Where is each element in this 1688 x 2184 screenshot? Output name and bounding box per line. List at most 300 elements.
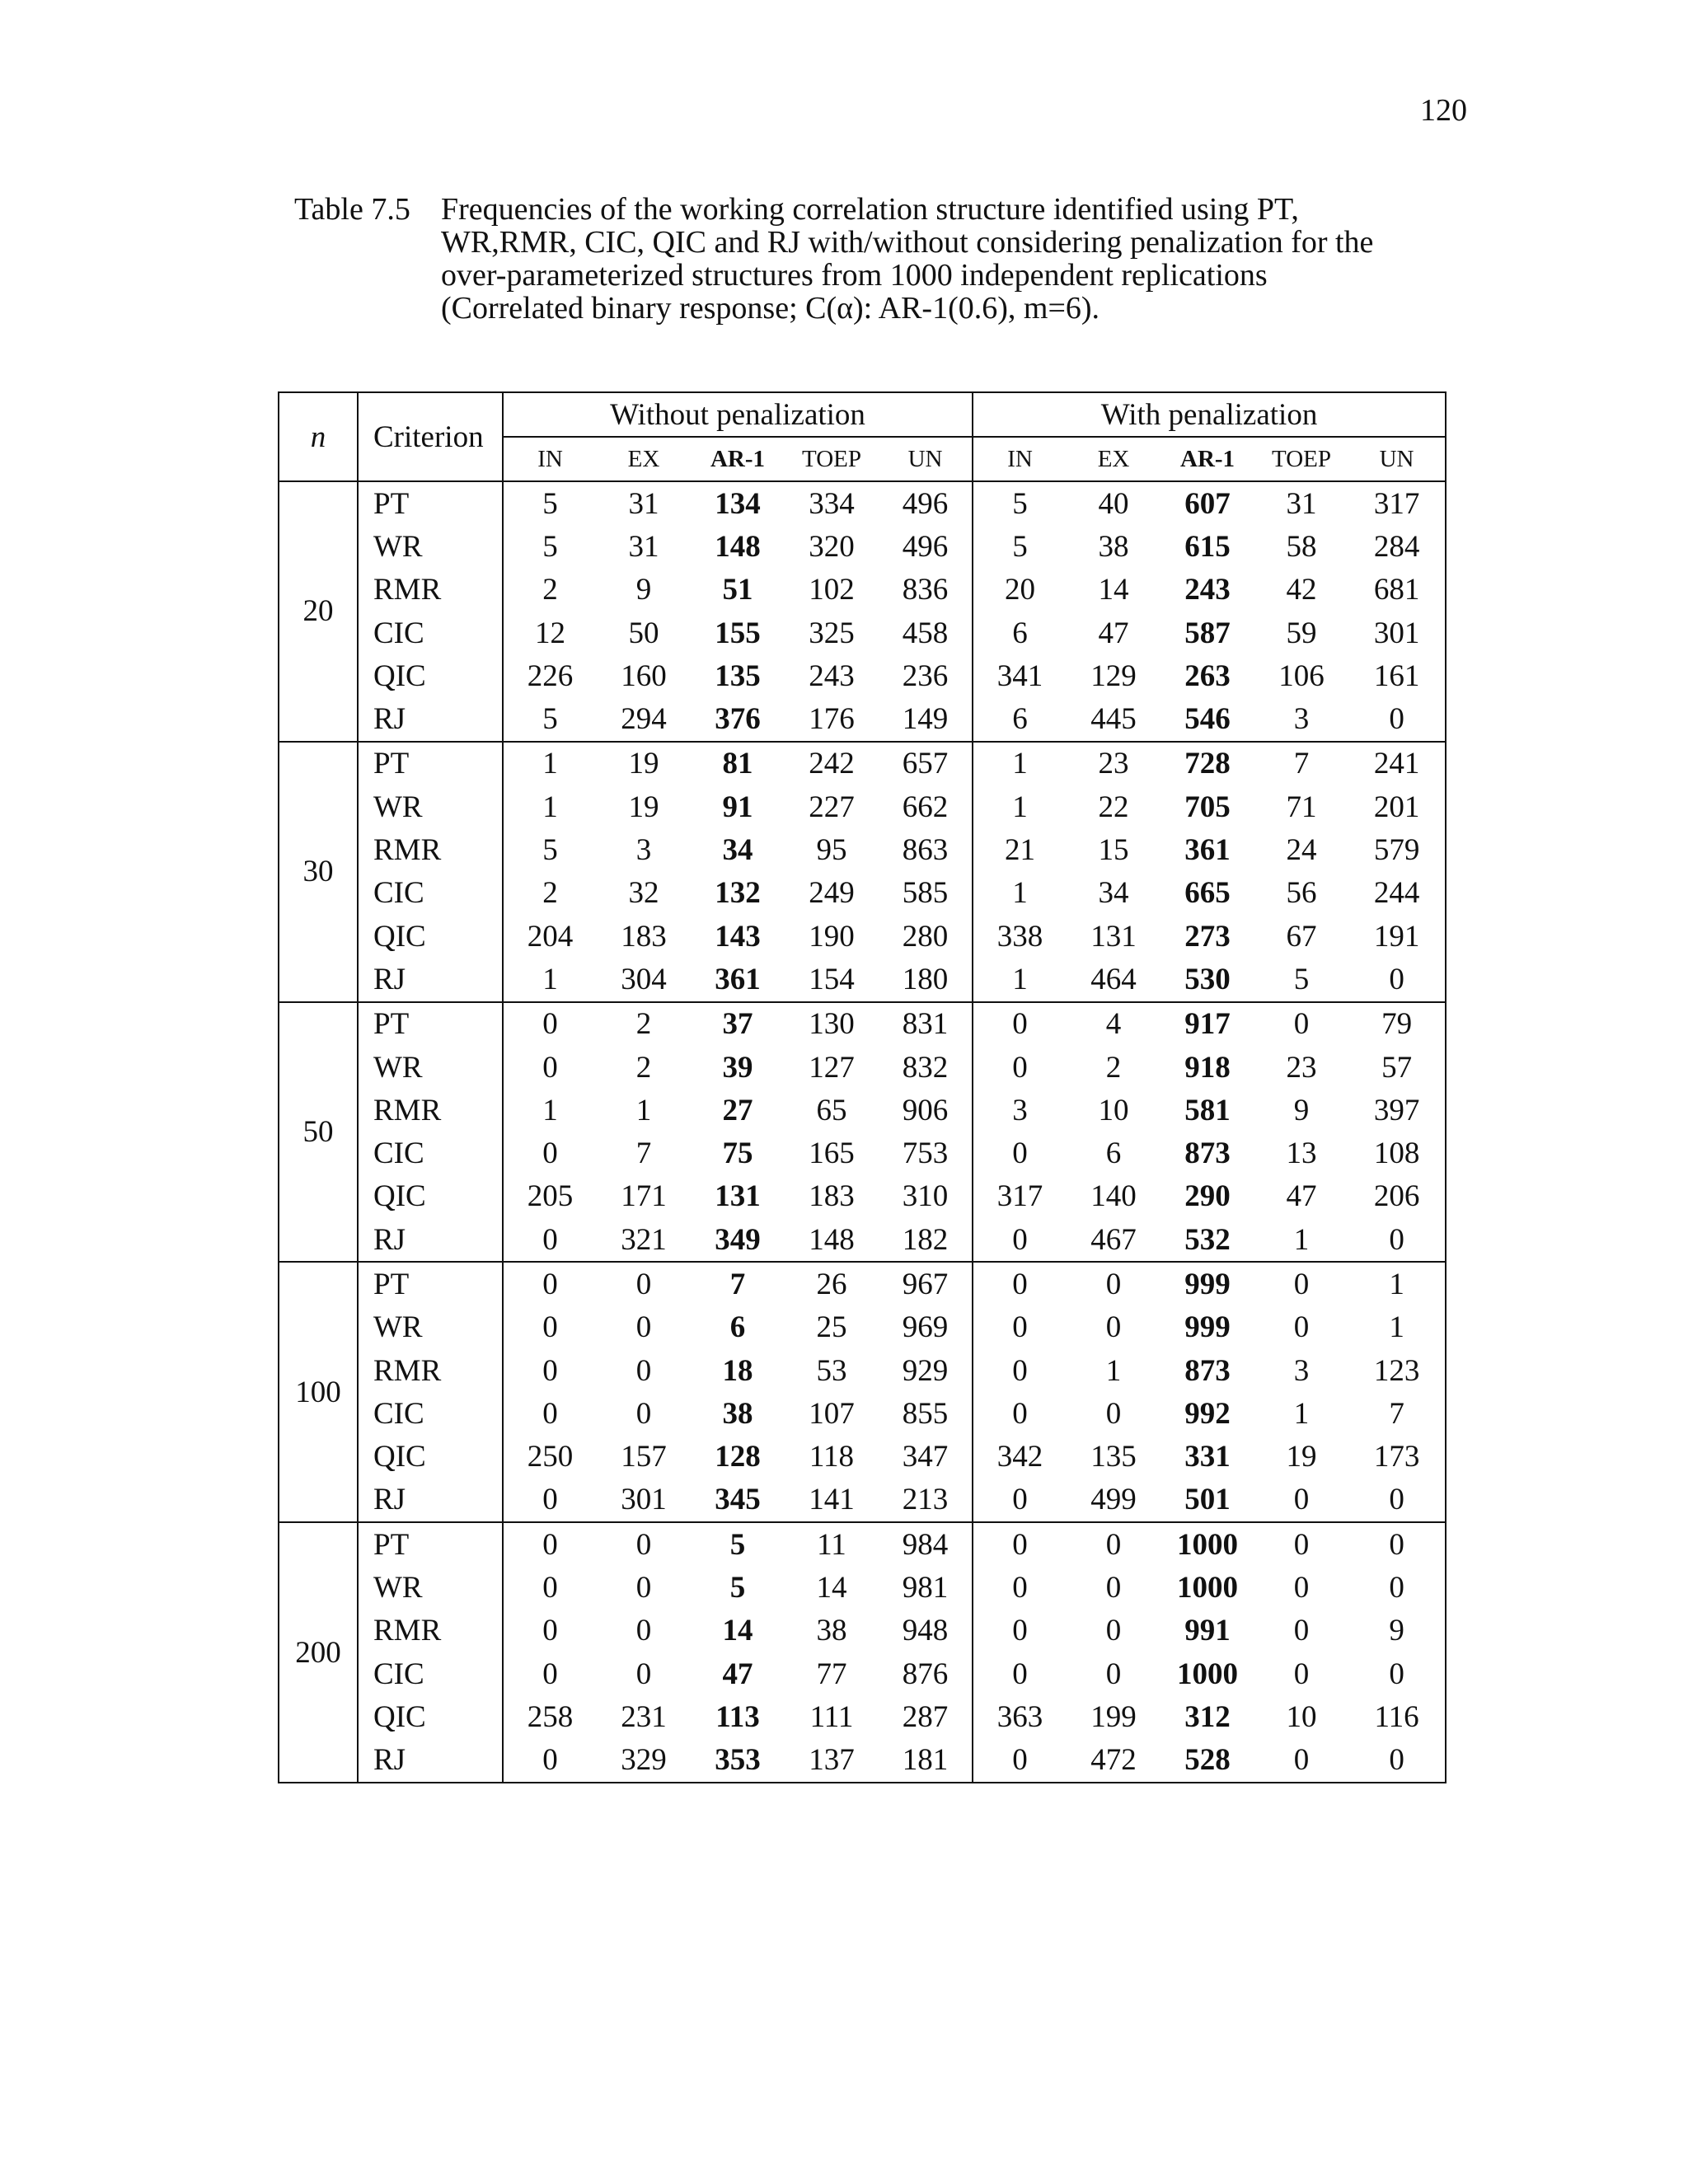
value-cell: 0: [973, 1739, 1067, 1783]
value-cell: 14: [816, 1571, 847, 1605]
value-cell: 991: [1184, 1614, 1231, 1648]
table-row: [279, 915, 1446, 958]
value-cell: 242: [809, 747, 855, 781]
value-cell: 317: [1348, 481, 1446, 525]
value-cell: 496: [879, 481, 973, 525]
value-cell: 5: [542, 486, 558, 521]
value-cell: 0: [635, 1527, 652, 1562]
structure-header: EX: [1067, 437, 1160, 481]
value-cell: 1: [542, 790, 558, 824]
value-cell: 2: [1105, 1050, 1122, 1085]
criterion-cell: RJ: [358, 958, 503, 1001]
value-cell: 183: [809, 1179, 855, 1214]
value-cell: 6: [1105, 1137, 1122, 1171]
value-cell: 301: [1348, 612, 1446, 654]
table-row: [279, 1566, 1446, 1609]
criterion-cell: WR: [358, 1046, 503, 1089]
caption-label: Table 7.5: [294, 192, 410, 227]
value-cell: 81: [722, 747, 753, 781]
value-cell: 205: [527, 1179, 574, 1214]
value-cell: 53: [816, 1353, 847, 1388]
value-cell: 310: [879, 1175, 973, 1218]
value-cell: 836: [879, 569, 973, 612]
value-cell: 280: [879, 915, 973, 958]
value-cell: 665: [1184, 876, 1231, 911]
sample-size-cell: 50: [279, 1002, 358, 1263]
value-cell: 607: [1184, 486, 1231, 521]
value-cell: 496: [879, 525, 973, 568]
value-cell: 3: [635, 833, 652, 868]
value-cell: 579: [1348, 828, 1446, 871]
value-cell: 2: [635, 1050, 652, 1085]
value-cell: 325: [809, 616, 855, 650]
table-caption: [294, 193, 1448, 325]
value-cell: 1: [1105, 1353, 1122, 1388]
value-cell: 27: [722, 1093, 753, 1127]
criterion-cell: QIC: [358, 915, 503, 958]
frequency-table: [278, 391, 1447, 1783]
value-cell: 361: [1184, 833, 1231, 868]
structure-header: UN: [879, 437, 973, 481]
criterion-cell: CIC: [358, 1652, 503, 1695]
value-cell: 10: [1286, 1699, 1317, 1734]
value-cell: 0: [973, 1479, 1067, 1522]
table-row: [279, 958, 1446, 1001]
value-cell: 0: [1105, 1396, 1122, 1431]
value-cell: 0: [1012, 1007, 1028, 1042]
value-cell: 0: [1254, 1739, 1348, 1783]
structure-header: TOEP: [1254, 437, 1348, 481]
value-cell: 21: [1005, 833, 1036, 868]
value-cell: 0: [503, 1479, 597, 1522]
value-cell: 0: [1012, 1353, 1028, 1388]
criterion-cell: CIC: [358, 1392, 503, 1435]
value-cell: 831: [879, 1002, 973, 1046]
value-cell: 615: [1184, 529, 1231, 564]
page-number: 120: [1420, 93, 1467, 128]
value-cell: 458: [879, 612, 973, 654]
value-cell: 0: [1348, 1479, 1446, 1522]
value-cell: 1000: [1177, 1527, 1239, 1562]
value-cell: 1: [1012, 747, 1028, 781]
value-cell: 47: [722, 1657, 753, 1691]
value-cell: 176: [785, 697, 879, 741]
criterion-cell: PT: [358, 1522, 503, 1566]
criterion-cell: RMR: [358, 1610, 503, 1652]
value-cell: 1: [635, 1093, 652, 1127]
caption-text: [441, 193, 1448, 325]
value-cell: 32: [628, 876, 659, 911]
structure-header: AR-1: [1160, 437, 1254, 481]
value-cell: 6: [1012, 616, 1028, 650]
value-cell: 1: [542, 747, 558, 781]
value-cell: 106: [1278, 658, 1325, 693]
value-cell: 546: [1160, 697, 1254, 741]
value-cell: 113: [715, 1699, 760, 1734]
value-cell: 0: [1012, 1657, 1028, 1691]
value-cell: 231: [621, 1699, 667, 1734]
value-cell: 0: [1012, 1396, 1028, 1431]
value-cell: 1: [503, 958, 597, 1001]
value-cell: 0: [1293, 1310, 1310, 1345]
value-cell: 0: [973, 1218, 1067, 1262]
value-cell: 171: [621, 1179, 667, 1214]
caption-line: Frequencies of the working correlation structure identified using PT,: [441, 192, 1299, 227]
value-cell: 91: [722, 790, 753, 824]
table-row: [279, 1218, 1446, 1262]
structure-header: IN: [973, 437, 1067, 481]
value-cell: 0: [542, 1527, 558, 1562]
value-cell: 363: [996, 1699, 1043, 1734]
value-cell: 0: [542, 1310, 558, 1345]
value-cell: 67: [1286, 919, 1317, 954]
value-cell: 5: [729, 1527, 746, 1562]
value-cell: 681: [1348, 569, 1446, 612]
value-cell: 135: [715, 658, 761, 693]
value-cell: 201: [1348, 785, 1446, 828]
table-row: [279, 872, 1446, 915]
table-row: [279, 1652, 1446, 1695]
value-cell: 284: [1348, 525, 1446, 568]
value-cell: 7: [1348, 1392, 1446, 1435]
value-cell: 501: [1160, 1479, 1254, 1522]
value-cell: 243: [1184, 573, 1231, 607]
table-row: [279, 1392, 1446, 1435]
value-cell: 148: [715, 529, 761, 564]
value-cell: 243: [809, 658, 855, 693]
value-cell: 1: [1012, 876, 1028, 911]
sample-size-cell: 100: [279, 1262, 358, 1522]
value-cell: 20: [1005, 573, 1036, 607]
value-cell: 14: [722, 1614, 753, 1648]
criterion-cell: RMR: [358, 1349, 503, 1392]
value-cell: 0: [542, 1657, 558, 1691]
table-row: [279, 1262, 1446, 1305]
value-cell: 102: [809, 573, 855, 607]
value-cell: 273: [1184, 919, 1231, 954]
value-cell: 12: [535, 616, 565, 650]
value-cell: 1: [1348, 1262, 1446, 1305]
table-row: [279, 742, 1446, 785]
value-cell: 918: [1184, 1050, 1231, 1085]
value-cell: 226: [527, 658, 574, 693]
structure-header: TOEP: [785, 437, 879, 481]
value-cell: 753: [879, 1132, 973, 1174]
value-cell: 40: [1098, 486, 1129, 521]
value-cell: 0: [1293, 1657, 1310, 1691]
value-cell: 6: [973, 697, 1067, 741]
value-cell: 0: [1348, 1218, 1446, 1262]
value-cell: 0: [635, 1310, 652, 1345]
sample-size-cell: 30: [279, 742, 358, 1002]
value-cell: 148: [785, 1218, 879, 1262]
table-row: [279, 1522, 1446, 1566]
value-cell: 128: [715, 1440, 761, 1474]
table-row: [279, 1002, 1446, 1046]
value-cell: 0: [1348, 1739, 1446, 1783]
value-cell: 107: [809, 1396, 855, 1431]
value-cell: 317: [996, 1179, 1043, 1214]
table-row: [279, 1175, 1446, 1218]
criterion-cell: RMR: [358, 828, 503, 871]
criterion-cell: RJ: [358, 1218, 503, 1262]
value-cell: 199: [1090, 1699, 1137, 1734]
value-cell: 728: [1184, 747, 1231, 781]
value-cell: 25: [816, 1310, 847, 1345]
value-cell: 71: [1286, 790, 1317, 824]
value-cell: 587: [1184, 616, 1231, 650]
value-cell: 23: [1286, 1050, 1317, 1085]
value-cell: 181: [879, 1739, 973, 1783]
value-cell: 863: [879, 828, 973, 871]
value-cell: 0: [1348, 697, 1446, 741]
structure-header: IN: [503, 437, 597, 481]
criterion-cell: PT: [358, 742, 503, 785]
value-cell: 31: [628, 529, 659, 564]
value-cell: 38: [1098, 529, 1129, 564]
value-cell: 331: [1184, 1440, 1231, 1474]
value-cell: 0: [1348, 1522, 1446, 1566]
value-cell: 981: [879, 1566, 973, 1609]
value-cell: 14: [1098, 573, 1129, 607]
value-cell: 0: [1012, 1527, 1028, 1562]
table-row: [279, 1436, 1446, 1479]
value-cell: 361: [691, 958, 785, 1001]
value-cell: 397: [1348, 1089, 1446, 1132]
value-cell: 329: [597, 1739, 691, 1783]
value-cell: 347: [879, 1436, 973, 1479]
value-cell: 244: [1348, 872, 1446, 915]
criterion-cell: CIC: [358, 872, 503, 915]
value-cell: 294: [597, 697, 691, 741]
sample-size-cell: 20: [279, 481, 358, 742]
value-cell: 130: [809, 1007, 855, 1042]
table-row: [279, 1739, 1446, 1783]
value-cell: 581: [1184, 1093, 1231, 1127]
value-cell: 127: [809, 1050, 855, 1085]
value-cell: 906: [879, 1089, 973, 1132]
value-cell: 338: [996, 919, 1043, 954]
value-cell: 50: [628, 616, 659, 650]
value-cell: 532: [1160, 1218, 1254, 1262]
value-cell: 341: [996, 658, 1043, 693]
value-cell: 34: [722, 833, 753, 868]
criterion-cell: WR: [358, 525, 503, 568]
sample-size-cell: 200: [279, 1522, 358, 1783]
value-cell: 160: [621, 658, 667, 693]
criterion-cell: PT: [358, 1262, 503, 1305]
value-cell: 241: [1348, 742, 1446, 785]
criterion-cell: QIC: [358, 1175, 503, 1218]
structure-header: EX: [597, 437, 691, 481]
value-cell: 227: [809, 790, 855, 824]
value-cell: 204: [527, 919, 574, 954]
criterion-cell: WR: [358, 1566, 503, 1609]
criterion-cell: RJ: [358, 697, 503, 741]
value-cell: 832: [879, 1046, 973, 1089]
criterion-cell: CIC: [358, 612, 503, 654]
value-cell: 42: [1286, 573, 1317, 607]
value-cell: 0: [635, 1353, 652, 1388]
value-cell: 26: [816, 1267, 847, 1301]
value-cell: 11: [817, 1527, 846, 1562]
table-row: [279, 1046, 1446, 1089]
table-row: [279, 569, 1446, 612]
value-cell: 141: [785, 1479, 879, 1522]
criterion-cell: QIC: [358, 1436, 503, 1479]
table-row: [279, 697, 1446, 741]
value-cell: 37: [722, 1007, 753, 1042]
table-row: [279, 612, 1446, 654]
value-cell: 19: [628, 790, 659, 824]
criterion-cell: WR: [358, 785, 503, 828]
value-cell: 349: [691, 1218, 785, 1262]
value-cell: 334: [809, 486, 855, 521]
value-cell: 0: [503, 1739, 597, 1783]
value-cell: 992: [1184, 1396, 1231, 1431]
table-row: [279, 1089, 1446, 1132]
value-cell: 183: [621, 919, 667, 954]
value-cell: 0: [542, 1614, 558, 1648]
without-penalization-header: Without penalization: [503, 392, 973, 437]
value-cell: 0: [1348, 958, 1446, 1001]
value-cell: 657: [879, 742, 973, 785]
value-cell: 7: [729, 1267, 746, 1301]
value-cell: 1: [973, 958, 1067, 1001]
value-cell: 472: [1067, 1739, 1160, 1783]
value-cell: 9: [635, 573, 652, 607]
value-cell: 0: [1293, 1007, 1310, 1042]
value-cell: 9: [1293, 1093, 1310, 1127]
value-cell: 47: [1098, 616, 1129, 650]
value-cell: 0: [1293, 1614, 1310, 1648]
value-cell: 0: [1012, 1571, 1028, 1605]
value-cell: 662: [879, 785, 973, 828]
value-cell: 948: [879, 1610, 973, 1652]
value-cell: 47: [1286, 1179, 1317, 1214]
value-cell: 0: [542, 1267, 558, 1301]
value-cell: 0: [635, 1657, 652, 1691]
value-cell: 0: [1012, 1137, 1028, 1171]
value-cell: 304: [597, 958, 691, 1001]
value-cell: 180: [879, 958, 973, 1001]
value-cell: 0: [503, 1218, 597, 1262]
value-cell: 0: [1105, 1571, 1122, 1605]
value-cell: 376: [691, 697, 785, 741]
value-cell: 0: [1012, 1267, 1028, 1301]
value-cell: 143: [715, 919, 761, 954]
value-cell: 345: [691, 1479, 785, 1522]
value-cell: 3: [1254, 697, 1348, 741]
value-cell: 353: [691, 1739, 785, 1783]
value-cell: 10: [1098, 1093, 1129, 1127]
value-cell: 206: [1348, 1175, 1446, 1218]
value-cell: 5: [1012, 486, 1028, 521]
value-cell: 18: [722, 1353, 753, 1388]
value-cell: 6: [729, 1310, 746, 1345]
value-cell: 213: [879, 1479, 973, 1522]
value-cell: 0: [1348, 1566, 1446, 1609]
value-cell: 19: [1286, 1440, 1317, 1474]
value-cell: 165: [809, 1137, 855, 1171]
value-cell: 873: [1184, 1137, 1231, 1171]
value-cell: 969: [879, 1306, 973, 1349]
value-cell: 58: [1286, 529, 1317, 564]
value-cell: 15: [1098, 833, 1129, 868]
value-cell: 585: [879, 872, 973, 915]
value-cell: 34: [1098, 876, 1129, 911]
value-cell: 984: [879, 1522, 973, 1566]
value-cell: 0: [1293, 1527, 1310, 1562]
value-cell: 0: [1105, 1267, 1122, 1301]
value-cell: 258: [527, 1699, 574, 1734]
table-row: [279, 525, 1446, 568]
value-cell: 2: [542, 573, 558, 607]
value-cell: 301: [597, 1479, 691, 1522]
table-row: [279, 1132, 1446, 1174]
value-cell: 967: [879, 1262, 973, 1305]
value-cell: 5: [1012, 529, 1028, 564]
value-cell: 5: [542, 529, 558, 564]
table-row: [279, 481, 1446, 525]
value-cell: 464: [1067, 958, 1160, 1001]
value-cell: 5: [1254, 958, 1348, 1001]
value-cell: 13: [1286, 1137, 1317, 1171]
criterion-cell: RMR: [358, 1089, 503, 1132]
value-cell: 3: [1012, 1093, 1028, 1127]
value-cell: 173: [1348, 1436, 1446, 1479]
value-cell: 342: [996, 1440, 1043, 1474]
value-cell: 131: [715, 1179, 761, 1214]
value-cell: 312: [1184, 1699, 1231, 1734]
value-cell: 79: [1348, 1002, 1446, 1046]
value-cell: 705: [1184, 790, 1231, 824]
value-cell: 0: [542, 1353, 558, 1388]
value-cell: 1: [1293, 1396, 1310, 1431]
structure-header: AR-1: [691, 437, 785, 481]
value-cell: 4: [1105, 1007, 1122, 1042]
value-cell: 5: [542, 833, 558, 868]
value-cell: 57: [1348, 1046, 1446, 1089]
caption-line: over-parameterized structures from 1000 independent replications: [441, 258, 1268, 293]
table-row: [279, 654, 1446, 697]
value-cell: 7: [1293, 747, 1310, 781]
value-cell: 9: [1348, 1610, 1446, 1652]
value-cell: 24: [1286, 833, 1317, 868]
value-cell: 287: [879, 1695, 973, 1738]
value-cell: 118: [809, 1440, 855, 1474]
table-row: [279, 1695, 1446, 1738]
value-cell: 999: [1184, 1267, 1231, 1301]
value-cell: 131: [1090, 919, 1137, 954]
value-cell: 855: [879, 1392, 973, 1435]
value-cell: 1: [542, 1093, 558, 1127]
value-cell: 5: [503, 697, 597, 741]
value-cell: 0: [542, 1007, 558, 1042]
value-cell: 0: [1254, 1479, 1348, 1522]
value-cell: 137: [785, 1739, 879, 1783]
value-cell: 135: [1090, 1440, 1137, 1474]
value-cell: 0: [1293, 1267, 1310, 1301]
criterion-cell: RMR: [358, 569, 503, 612]
value-cell: 263: [1184, 658, 1231, 693]
value-cell: 0: [1105, 1657, 1122, 1691]
criterion-cell: WR: [358, 1306, 503, 1349]
value-cell: 1: [1254, 1218, 1348, 1262]
value-cell: 2: [542, 876, 558, 911]
value-cell: 917: [1184, 1007, 1231, 1042]
value-cell: 528: [1160, 1739, 1254, 1783]
